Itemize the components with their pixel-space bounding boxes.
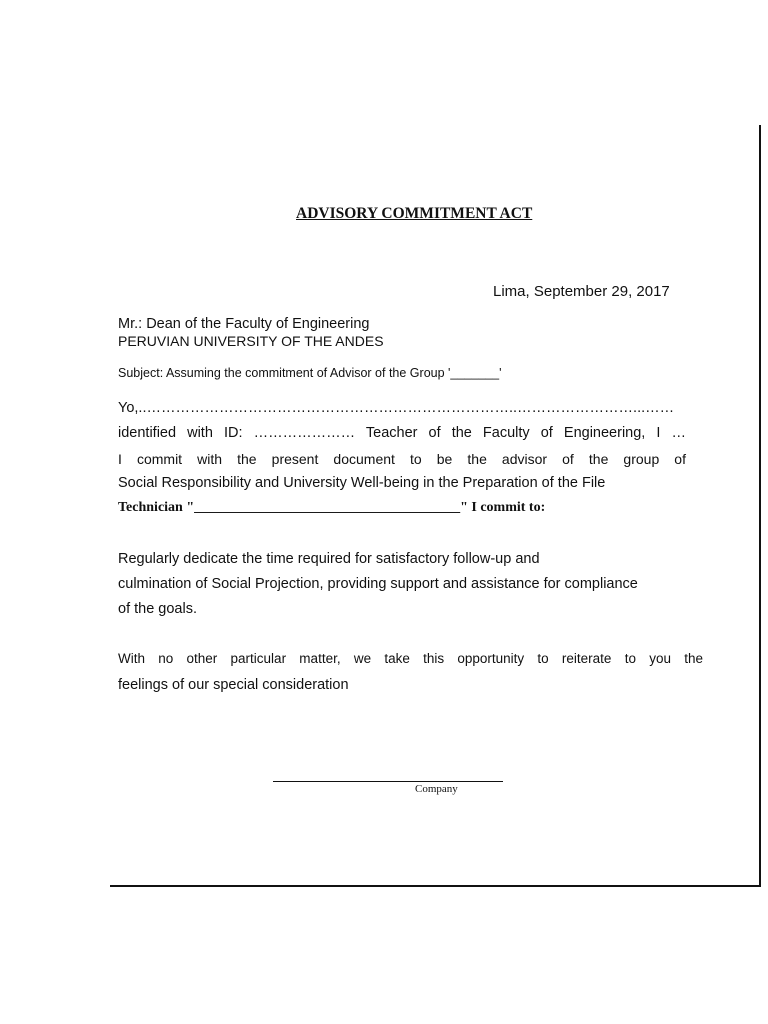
addressee-line-2: PERUVIAN UNIVERSITY OF THE ANDES	[118, 333, 384, 349]
commit-line: I commit with the present document to be the advisor of the group of	[118, 451, 686, 467]
closing-line-2: feelings of our special consideration	[118, 677, 349, 693]
technician-line: Technician "______________________________________" I commit to:	[118, 500, 546, 515]
commitment-paragraph-line-3: of the goals.	[118, 601, 197, 617]
page-frame-bottom-border	[110, 885, 761, 887]
commitment-paragraph-line-2: culmination of Social Projection, providing support and assistance for compliance	[118, 576, 638, 592]
addressee-line-1: Mr.: Dean of the Faculty of Engineering	[118, 316, 370, 332]
signature-line	[273, 781, 503, 782]
subject-line: Subject: Assuming the commitment of Advisor of the Group '_______'	[118, 366, 502, 380]
signature-label: Company	[415, 783, 458, 795]
commitment-paragraph-line-1: Regularly dedicate the time required for satisfactory follow-up and	[118, 551, 540, 567]
id-line: identified with ID: ………………… Teacher of the Faculty of Engineering, I …	[118, 425, 686, 441]
yo-fill-line: Yo,..…………………………………………………………………..……………………...……	[118, 400, 675, 416]
social-responsibility-line: Social Responsibility and University Well-being in the Preparation of the File	[118, 475, 606, 491]
page-frame-right-border	[759, 125, 761, 887]
date-line: Lima, September 29, 2017	[493, 283, 670, 300]
document-title: ADVISORY COMMITMENT ACT	[296, 205, 533, 222]
closing-line-1: With no other particular matter, we take this opportunity to reiterate to you the	[118, 651, 703, 666]
